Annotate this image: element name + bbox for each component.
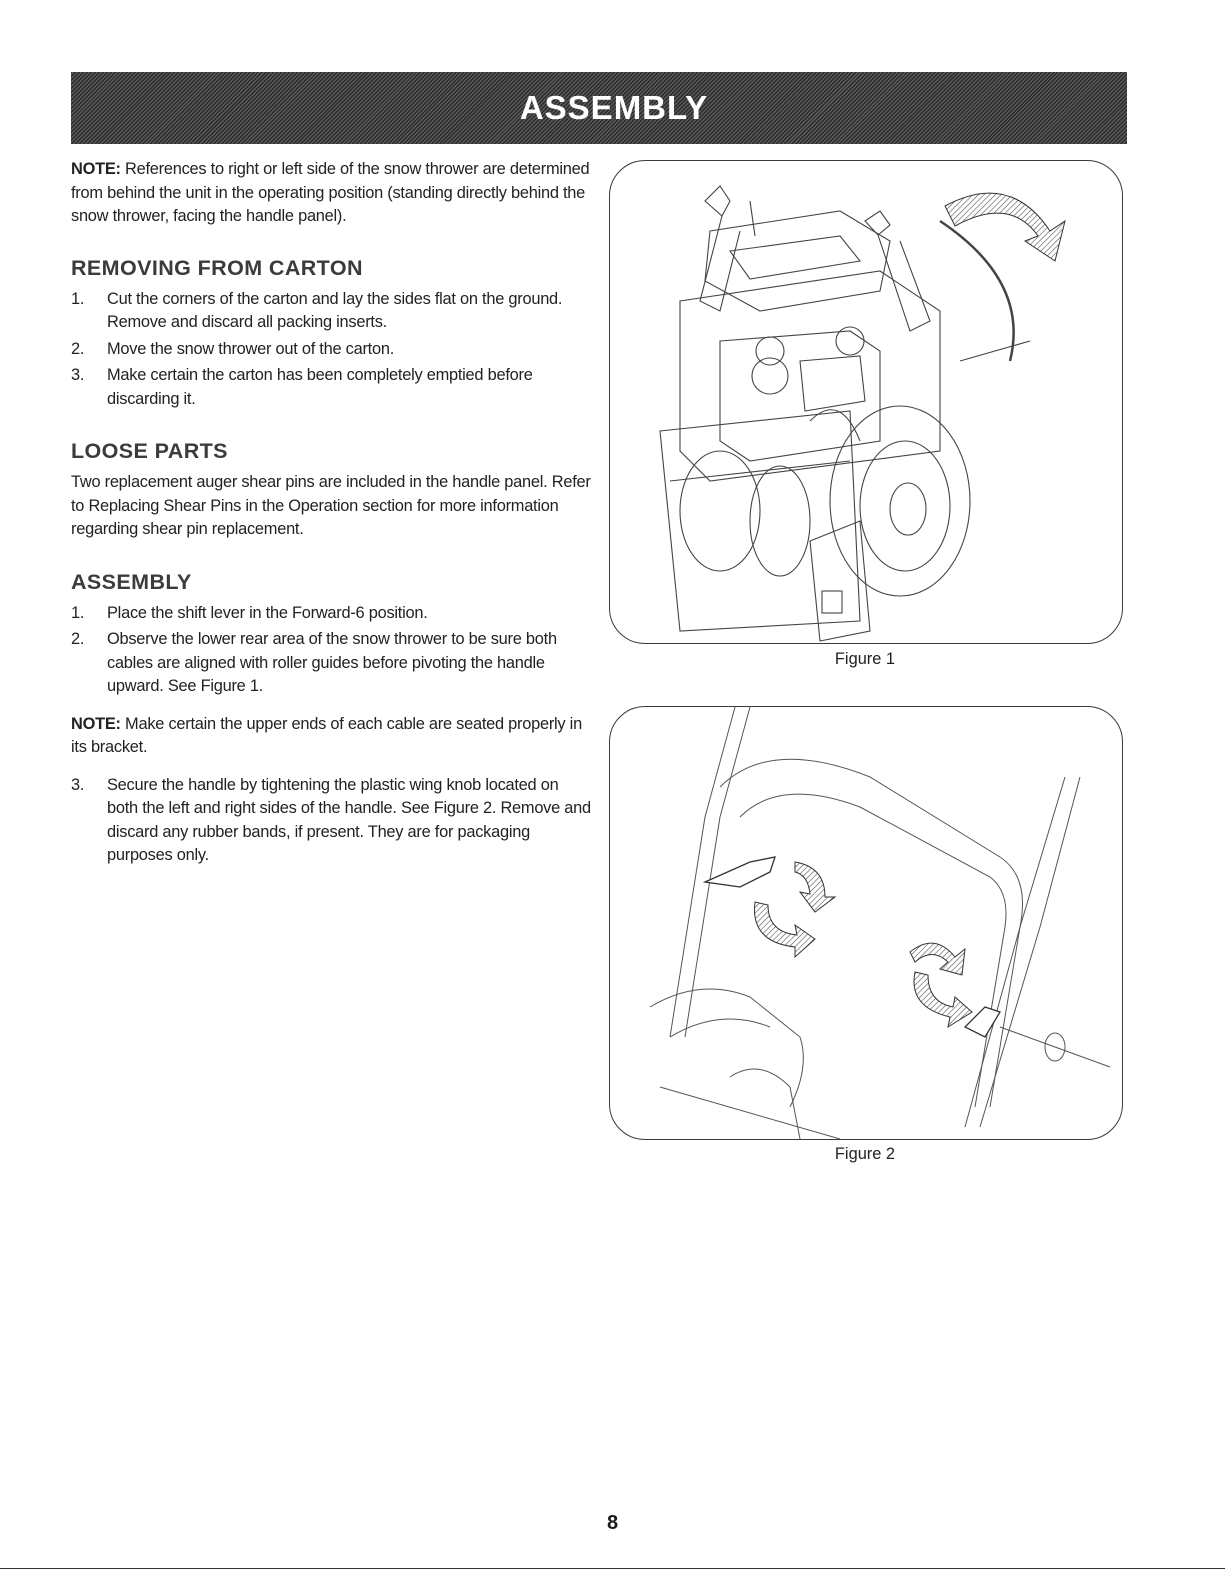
note-text: References to right or left side of the snow thrower are determined from behind the unit in the operating position (standing directly behind the snow thrower, facing the handle panel). [71, 160, 590, 225]
section-banner [71, 72, 1127, 144]
step-number: 3. [71, 366, 85, 384]
step-number: 1. [71, 289, 85, 308]
step-text: Cut the corners of the carton and lay the sides flat on the ground. Remove and discard all packing inserts. [107, 289, 563, 331]
step-number: 3. [71, 775, 85, 794]
step-text: Place the shift lever in the Forward-6 position. [107, 603, 428, 622]
figure-2-caption: Figure 2 [834, 1145, 896, 1163]
page-title: ASSEMBLY [519, 89, 709, 126]
intro-note [71, 158, 591, 229]
step-number: 1. [71, 603, 85, 622]
text-column [71, 158, 591, 868]
step-number: 2. [71, 339, 85, 358]
note-label: NOTE: [71, 714, 121, 733]
figure-1-caption: Figure 1 [834, 650, 896, 668]
step-text: Make certain the carton has been completely emptied before discarding it. [107, 366, 533, 408]
figure-2 [609, 706, 1123, 1140]
list-item [71, 338, 591, 362]
list-item [71, 774, 591, 868]
note-label: NOTE: [71, 160, 121, 178]
assembly-note [71, 713, 591, 760]
step-text: Observe the lower rear area of the snow thrower to be sure both cables are aligned with roller guides before pivoting the handle upward. See Figure 1. [107, 630, 557, 695]
wing-knob-illustration [610, 707, 1122, 1139]
heading-loose-parts: LOOSE PARTS [71, 439, 228, 463]
figure-1 [609, 160, 1123, 644]
heading-removing-from-carton: REMOVING FROM CARTON [71, 255, 363, 280]
assembly-steps-continued [71, 774, 591, 868]
bottom-divider [0, 1568, 1225, 1569]
list-item [71, 602, 591, 626]
list-item [71, 628, 591, 699]
page-number: 8 [606, 1512, 619, 1534]
step-text: Secure the handle by tightening the plastic wing knob located on both the left and right sides of the handle. See Figure 2. Remove and discard any rubber bands, if present. They are for packaging purposes only. [107, 775, 591, 864]
loose-parts-text: Two replacement auger shear pins are included in the handle panel. Refer to Replacing Shear Pins in the Operation section for more information regarding shear pin replacement. [71, 473, 591, 538]
note-text: Make certain the upper ends of each cable are seated properly in its bracket. [71, 714, 582, 756]
list-item [71, 364, 591, 411]
list-item [71, 288, 591, 335]
removing-steps [71, 288, 591, 412]
step-text: Move the snow thrower out of the carton. [107, 339, 395, 358]
assembly-steps [71, 602, 591, 699]
snow-thrower-illustration [610, 161, 1122, 643]
heading-assembly: ASSEMBLY [71, 569, 192, 594]
step-number: 2. [71, 630, 85, 648]
